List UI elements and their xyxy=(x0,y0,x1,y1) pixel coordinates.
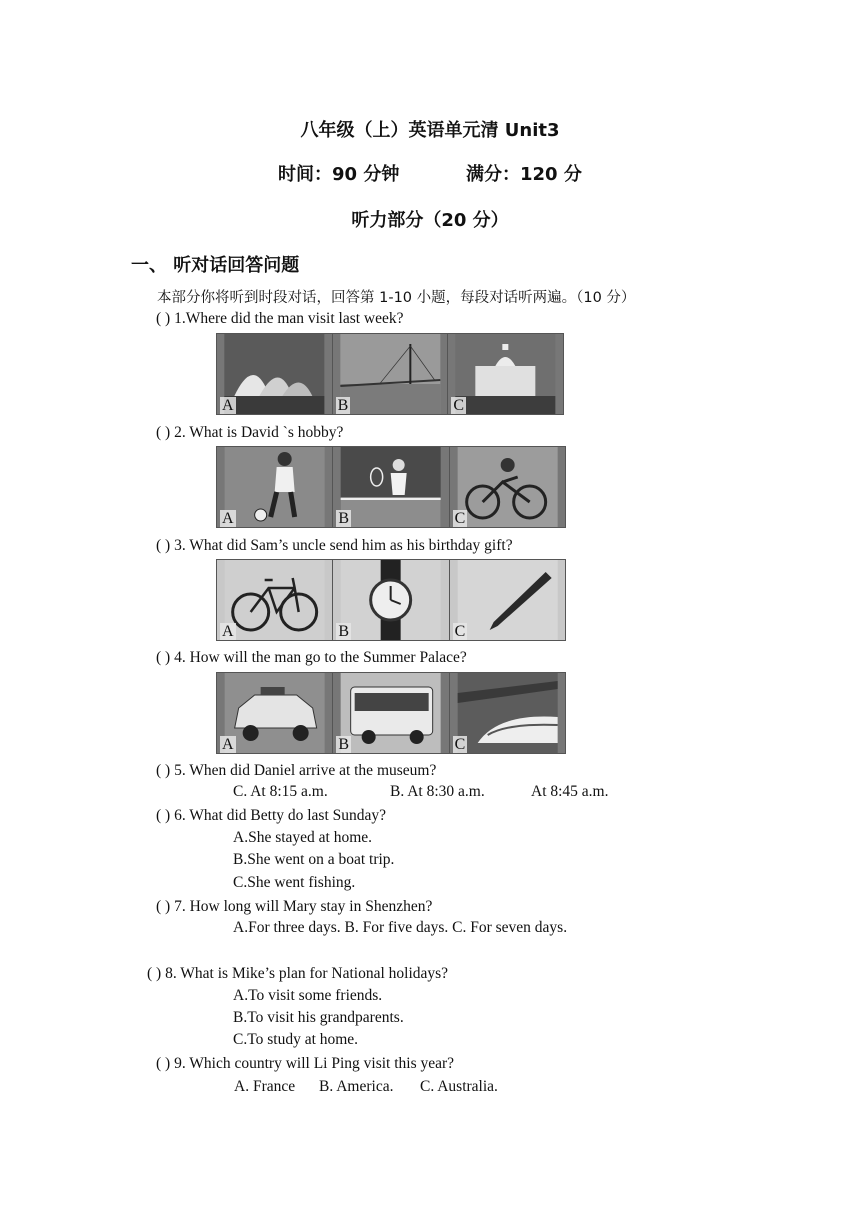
question-text: 3. What did Sam’s uncle send him as his birthday gift? xyxy=(174,537,513,554)
question-text: 2. What is David `s hobby? xyxy=(174,424,344,441)
question-7 xyxy=(156,898,432,916)
answer-blank[interactable]: ( ) xyxy=(156,310,171,327)
question-3 xyxy=(156,537,513,555)
question-2-image-strip xyxy=(216,446,566,528)
question-text: 7. How long will Mary stay in Shenzhen? xyxy=(174,898,433,915)
question-8 xyxy=(147,965,448,983)
option-7: A.For three days. B. For five days. C. For seven days. xyxy=(233,919,568,936)
answer-blank[interactable]: ( ) xyxy=(156,1055,171,1072)
option-label: C xyxy=(454,510,466,527)
answer-blank[interactable]: ( ) xyxy=(147,965,162,982)
option-label: A xyxy=(222,623,234,640)
option-label: B xyxy=(338,510,349,527)
score-info: 满分：120 分 xyxy=(466,164,582,185)
option-c-image[interactable] xyxy=(448,334,563,414)
option-label: C xyxy=(454,736,466,753)
option-c-image[interactable] xyxy=(450,447,565,527)
option-8c: C.To study at home. xyxy=(233,1031,359,1048)
question-4-image-strip xyxy=(216,672,566,754)
option-a-image[interactable] xyxy=(217,447,333,527)
question-2 xyxy=(156,424,343,442)
answer-blank[interactable]: ( ) xyxy=(156,762,171,779)
answer-blank[interactable]: ( ) xyxy=(156,807,171,824)
section-heading: 一、 听对话回答问题 xyxy=(131,255,300,276)
option-6c: C.She went fishing. xyxy=(233,874,356,891)
option-b-image[interactable] xyxy=(333,673,449,753)
question-9 xyxy=(156,1055,454,1073)
question-1-image-strip xyxy=(216,333,564,415)
option-9a: A. France xyxy=(234,1078,296,1095)
option-label: B xyxy=(338,623,349,640)
part-title: 听力部分（20 分） xyxy=(351,210,509,231)
option-5b: B. At 8:30 a.m. xyxy=(390,783,485,800)
option-label: B xyxy=(338,736,349,753)
option-a-image[interactable] xyxy=(217,334,333,414)
option-c-image[interactable] xyxy=(450,673,565,753)
question-text: 8. What is Mike’s plan for National holidays? xyxy=(165,965,449,982)
option-9b: B. America. xyxy=(319,1078,394,1095)
question-5 xyxy=(156,762,436,780)
question-4 xyxy=(156,649,467,667)
question-text: 9. Which country will Li Ping visit this year? xyxy=(174,1055,455,1072)
document-title: 八年级（上）英语单元清 Unit3 xyxy=(300,120,560,141)
option-label: A xyxy=(222,510,234,527)
answer-blank[interactable]: ( ) xyxy=(156,898,171,915)
question-3-image-strip xyxy=(216,559,566,641)
question-text: 5. When did Daniel arrive at the museum? xyxy=(174,762,437,779)
option-label: A xyxy=(222,397,234,414)
question-text: 4. How will the man go to the Summer Palace? xyxy=(174,649,467,666)
option-b-image[interactable] xyxy=(333,334,449,414)
answer-blank[interactable]: ( ) xyxy=(156,649,171,666)
answer-blank[interactable]: ( ) xyxy=(156,424,171,441)
option-label: A xyxy=(222,736,234,753)
answer-blank[interactable]: ( ) xyxy=(156,537,171,554)
option-a-image[interactable] xyxy=(217,673,333,753)
option-9c: C. Australia. xyxy=(420,1078,498,1095)
question-6 xyxy=(156,807,386,825)
option-b-image[interactable] xyxy=(333,560,449,640)
question-text: 1.Where did the man visit last week? xyxy=(174,310,404,327)
option-8b: B.To visit his grandparents. xyxy=(233,1009,404,1026)
option-6b: B.She went on a boat trip. xyxy=(233,851,395,868)
option-label: B xyxy=(337,397,349,414)
option-label: C xyxy=(454,623,466,640)
option-b-image[interactable] xyxy=(333,447,449,527)
option-6a: A.She stayed at home. xyxy=(233,829,373,846)
time-info: 时间：90 分钟 xyxy=(278,164,400,185)
question-text: 6. What did Betty do last Sunday? xyxy=(174,807,387,824)
question-1 xyxy=(156,310,404,328)
option-a-image[interactable] xyxy=(217,560,333,640)
option-5c: At 8:45 a.m. xyxy=(531,783,609,800)
option-c-image[interactable] xyxy=(450,560,565,640)
option-label: C xyxy=(453,397,465,414)
option-8a: A.To visit some friends. xyxy=(233,987,383,1004)
option-5a: C. At 8:15 a.m. xyxy=(233,783,328,800)
section-instruction: 本部分你将听到时段对话，回答第 1-10 小题，每段对话听两遍。（10 分） xyxy=(157,290,636,306)
